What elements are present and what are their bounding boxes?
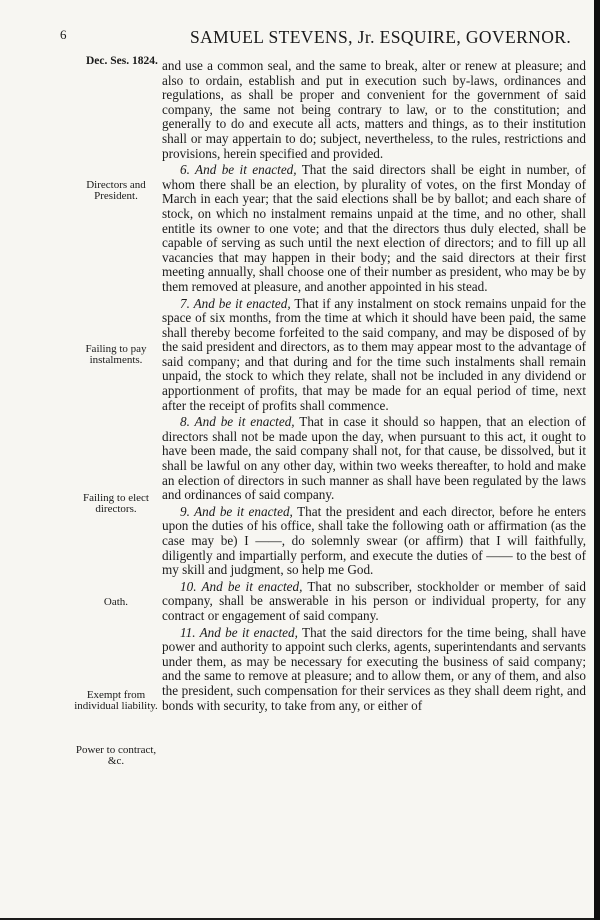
- margin-note: Oath.: [103, 596, 129, 608]
- section-8: 8. And be it enacted, That in case it should so happen, that an election of directors shall not be made upon the day, when pursuant to this act, it ought to have been made, the said company shall not, for that cause, be dissolved, but it shall be lawful on any other day, within two weeks thereafter, to hold and make an election of directors in such manner as shall have been regulated by the laws and ordinances of said company.: [162, 414, 586, 503]
- scan-edge: [594, 0, 600, 920]
- margin-note: Failing to pay instalments.: [85, 343, 147, 366]
- body-text: [162, 59, 586, 713]
- session-label: Dec. Ses. 1824.: [86, 55, 158, 67]
- paragraph: and use a common seal, and the same to break, alter or renew at pleasure; and also to ordain, establish and put in execution such by-laws, ordinances and regulations, as shall be proper and convenient for the government of said company, the same not being contrary to law, or to the constitution; and generally to do and execute all acts, matters and things, as to their institution shall or may appertain to do; subject, nevertheless, to the rules, restrictions and provisions, herein specified and provided.: [162, 58, 586, 161]
- section-11: 11. And be it enacted, That the said directors for the time being, shall have power and authority to appoint such clerks, agents, superintendants and servants under them, as may be necessary for executing the business of said company; and the same to remove at pleasure; and to allow them, or any of them, and also the president, such compensation for their services as they shall deem right, and bonds with security, to take from any, or either of: [162, 624, 586, 713]
- section-lead: 8. And be it enacted,: [180, 414, 295, 430]
- margin-note: Power to contract, &c.: [75, 744, 157, 767]
- margin-note: Directors and President.: [86, 179, 146, 202]
- section-lead: 11. And be it enacted,: [180, 624, 298, 640]
- page-number: 6: [60, 27, 67, 42]
- running-head: SAMUEL STEVENS, Jr. ESQUIRE, GOVERNOR.: [190, 27, 572, 47]
- section-lead: 9. And be it enacted,: [180, 503, 293, 519]
- margin-note: Exempt from individual liability.: [74, 689, 158, 712]
- section-9: 9. And be it enacted, That the president and each director, before he enters upon the duties of his office, shall take the following oath or affirmation (as the case may be) I ——, do solemnly swear (or affirm) that I will faithfully, diligently and impartially perform, and execute the duties of —— to the best of my skill and judgment, so help me God.: [162, 503, 586, 578]
- section-10: 10. And be it enacted, That no subscriber, stockholder or member of said company, shall be answerable in his person or individual property, for any contract or engagement of said company.: [162, 578, 586, 623]
- section-lead: 10. And be it enacted,: [180, 578, 303, 594]
- section-6: 6. And be it enacted, That the said directors shall be eight in number, of whom there shall be an election, by plurality of votes, on the first Monday of March in each year; that the said elections shall be by ballot; and each share of stock, on which no instalment remains unpaid at the time, and no other, shall entitle its owner to one vote; and that the directors thus duly elected, shall be capable of serving as such until the next election of directors; and to fill up all vacancies that may happen in their body; and the said directors at their first meeting annually, shall choose one of their number as president, who may be by them removed at pleasure, and another appointed in his stead.: [162, 162, 586, 294]
- section-7: 7. And be it enacted, That if any instalment on stock remains unpaid for the space of six months, from the time at which it should have been paid, the same shall thereby become forfeited to the said company, and may be disposed of by the said president and directors, as to them may appear most to the advantage of said company; and that during and for the time such instalments shall remain unpaid, the stock to which they relate, shall not be included in any dividend or apportionment of profits, that may be made for an equal period of time, next after the receipt of profits shall commence.: [162, 295, 586, 413]
- section-lead: 6. And be it enacted,: [180, 162, 297, 178]
- margin-note: Failing to elect directors.: [83, 492, 149, 515]
- section-lead: 7. And be it enacted,: [180, 295, 291, 311]
